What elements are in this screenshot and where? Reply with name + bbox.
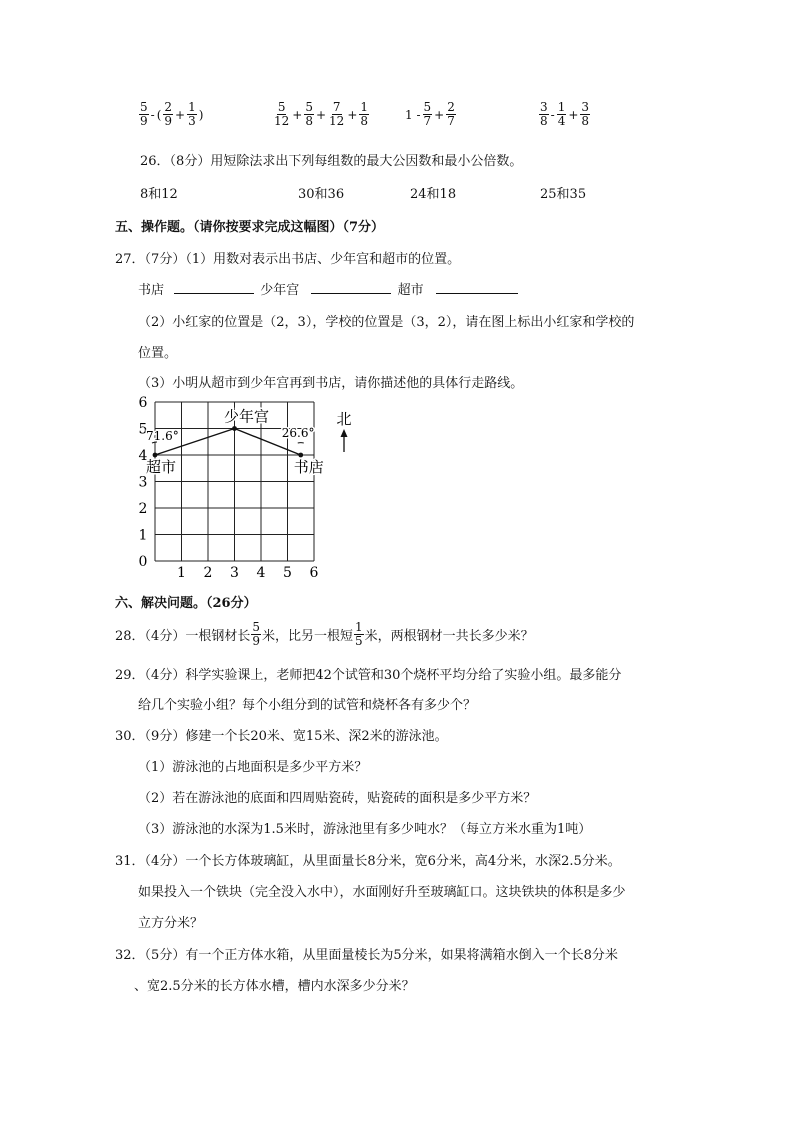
fraction <box>446 101 456 128</box>
fraction <box>187 101 197 128</box>
fraction <box>580 101 590 128</box>
fraction-denominator: 7 <box>423 114 432 128</box>
fraction-numerator: 3 <box>540 100 548 114</box>
label-bookstore: 书店 <box>138 283 165 298</box>
fraction <box>557 101 567 128</box>
q30-part1: （1）游泳池的占地面积是多少平方米？ <box>138 760 368 775</box>
q26-pair-3: 24和18 <box>410 187 457 202</box>
fraction <box>539 101 549 128</box>
label-youth-palace: 少年宫 <box>260 283 300 298</box>
y-tick-label: 5 <box>138 421 148 438</box>
expression-1 <box>138 101 204 128</box>
blank-bookstore[interactable] <box>174 279 254 294</box>
fraction <box>304 101 314 128</box>
fraction-numerator: 1 <box>188 100 196 114</box>
q30-part2: （2）若在游泳池的底面和四周贴瓷砖，贴瓷砖的面积是多少平方米？ <box>138 791 537 806</box>
fraction-denominator: 8 <box>540 114 548 128</box>
fraction-denominator: 3 <box>188 114 196 128</box>
fraction-numerator: 3 <box>581 100 590 114</box>
operator: ( <box>156 107 162 122</box>
q28 <box>115 621 534 648</box>
fraction <box>359 101 369 128</box>
x-tick-label: 2 <box>203 565 213 581</box>
fraction-numerator: 2 <box>447 100 455 114</box>
fraction <box>328 101 345 128</box>
north-arrowhead-icon <box>341 429 348 437</box>
q30-line1: 30．（9分）修建一个长20米、宽15米、深2米的游泳池。 <box>115 729 448 744</box>
operator: + <box>292 107 303 122</box>
y-tick-label: 1 <box>138 527 148 544</box>
q31-line3: 立方分米？ <box>138 916 204 931</box>
angle-label: 71.6° <box>146 429 179 443</box>
operator: + <box>347 107 358 122</box>
fraction-denominator: 12 <box>274 114 290 128</box>
label-supermarket: 超市 <box>397 283 424 298</box>
blank-youth-palace[interactable] <box>311 279 391 294</box>
fraction-denominator: 12 <box>329 114 345 128</box>
q28-post: 米，两根钢材一共长多少米？ <box>364 629 534 644</box>
q26-pair-2: 30和36 <box>298 187 345 202</box>
location-label: 超市 <box>146 458 177 476</box>
fraction-numerator: 5 <box>423 100 432 114</box>
operator: 1 - <box>405 107 421 122</box>
fraction-numerator: 1 <box>360 100 369 114</box>
q28-f1-den: 9 <box>252 634 260 648</box>
angle-label: 26.6° <box>281 426 315 440</box>
fraction-numerator: 2 <box>164 100 173 114</box>
grid-map <box>130 396 360 582</box>
x-tick-label: 6 <box>309 565 319 581</box>
fraction-numerator: 5 <box>140 100 148 114</box>
q29-line2: 给几个实验小组？每个小组分到的试管和烧杯各有多少个？ <box>138 698 477 713</box>
q28-fraction-1 <box>251 621 261 648</box>
operator: - <box>550 107 555 122</box>
fraction <box>139 101 149 128</box>
expression-4 <box>538 101 591 128</box>
fraction-numerator: 1 <box>557 100 566 114</box>
q32-line1: 32．（5分）有一个正方体水箱，从里面量棱长为5分米，如果将满箱水倒入一个长8分米 <box>115 948 618 963</box>
q31-line2: 如果投入一个铁块（完全没入水中），水面刚好升至玻璃缸口。这块铁块的体积是多少 <box>138 885 626 900</box>
blank-supermarket[interactable] <box>436 279 518 294</box>
y-tick-label: 0 <box>138 554 148 570</box>
x-tick-label: 3 <box>230 565 239 581</box>
location-point <box>153 453 158 458</box>
operator: ) <box>198 107 204 122</box>
section6-title: 六、解决问题。（26分） <box>115 596 257 611</box>
fraction <box>273 101 290 128</box>
q27-part2-b: 位置。 <box>138 346 178 361</box>
fraction-denominator: 9 <box>140 114 148 128</box>
y-tick-label: 6 <box>138 396 148 411</box>
fraction-denominator: 4 <box>557 114 566 128</box>
section5-title: 五、操作题。（请你按要求完成这幅图）（7分） <box>115 220 385 235</box>
operator: - <box>150 107 155 122</box>
expression-3 <box>404 101 457 128</box>
q27-answer-row <box>138 279 518 298</box>
q26-pair-1: 8和12 <box>140 187 178 202</box>
q27-part2-a: （2）小红家的位置是（2，3），学校的位置是（3，2），请在图上标出小红家和学校的 <box>138 315 635 330</box>
location-point <box>232 426 237 431</box>
q26-pair-4: 25和35 <box>540 187 587 202</box>
fraction-denominator: 7 <box>447 114 455 128</box>
x-tick-label: 5 <box>283 565 292 581</box>
location-label: 书店 <box>293 458 324 476</box>
location-label: 少年宫 <box>223 407 270 426</box>
q27-line1: 27．（7分）（1）用数对表示出书店、少年宫和超市的位置。 <box>115 252 461 267</box>
q31-line1: 31．（4分）一个长方体玻璃缸，从里面量长8分米，宽6分米，高4分米，水深2.5分米。 <box>115 854 621 869</box>
fraction <box>163 101 173 128</box>
operator: + <box>568 107 579 122</box>
north-label: 北 <box>336 410 352 428</box>
q28-f2-den: 5 <box>354 634 363 648</box>
q26-text: 26．（8分）用短除法求出下列每组数的最大公因数和最小公倍数。 <box>140 154 523 169</box>
location-point <box>298 453 303 458</box>
q28-f1-num: 5 <box>252 620 260 634</box>
q27-part3: （3）小明从超市到少年宫再到书店，请你描述他的具体行走路线。 <box>138 376 524 391</box>
fraction-numerator: 5 <box>305 100 313 114</box>
y-tick-label: 2 <box>138 501 148 517</box>
q28-f2-num: 1 <box>354 620 363 634</box>
q28-pre: 28．（4分）一根钢材长 <box>115 629 251 644</box>
y-tick-label: 4 <box>138 448 148 464</box>
fraction-numerator: 7 <box>332 100 341 114</box>
q28-mid: 米，比另一根短 <box>261 629 353 644</box>
q28-fraction-2 <box>354 621 364 648</box>
operator: + <box>434 107 445 122</box>
x-tick-label: 4 <box>256 565 266 581</box>
q32-line2: 、宽2.5分米的长方体水槽，槽内水深多少分米？ <box>134 979 415 994</box>
fraction-denominator: 8 <box>305 114 313 128</box>
q29-line1: 29．（4分）科学实验课上，老师把42个试管和30个烧杯平均分给了实验小组。最多能分 <box>115 668 622 683</box>
fraction-numerator: 5 <box>277 100 286 114</box>
y-tick-label: 3 <box>138 474 148 491</box>
x-tick-label: 1 <box>177 565 186 581</box>
fraction-denominator: 9 <box>164 114 173 128</box>
fraction-denominator: 8 <box>581 114 590 128</box>
q30-part3: （3）游泳池的水深为1.5米时，游泳池里有多少吨水？（每立方米水重为1吨） <box>138 822 592 837</box>
operator: + <box>315 107 327 122</box>
fraction <box>423 101 433 128</box>
fraction-denominator: 8 <box>360 114 369 128</box>
expression-2 <box>272 101 370 128</box>
operator: + <box>175 107 186 122</box>
